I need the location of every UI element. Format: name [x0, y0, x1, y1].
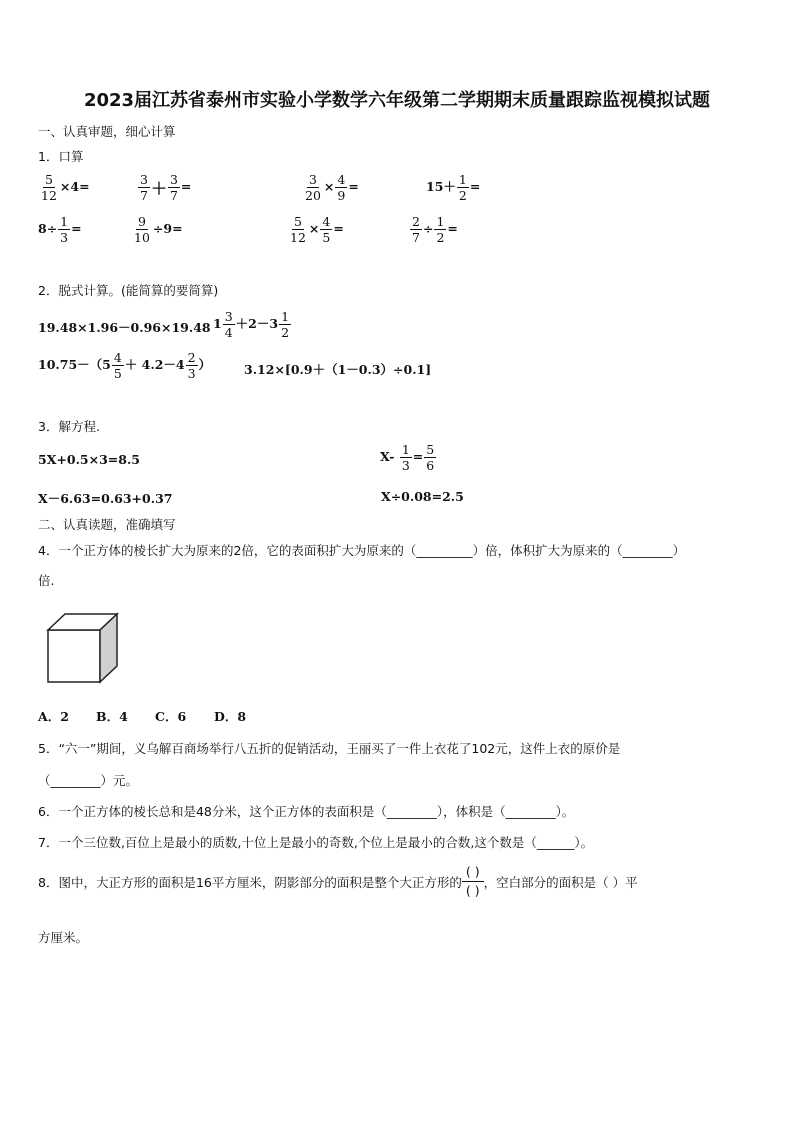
expr-lead: 8÷: [38, 221, 58, 236]
denominator: 7: [169, 188, 178, 203]
denominator: 5: [113, 366, 122, 381]
denominator: 7: [412, 230, 420, 245]
operator: ×: [323, 179, 335, 194]
numerator: 5: [293, 214, 302, 229]
page-title: 2023届江苏省泰州市实验小学数学六年级第二学期期末质量跟踪监视模拟试题: [83, 90, 711, 111]
numerator: 2: [187, 350, 196, 365]
q1-item-1: [38, 172, 90, 203]
denominator: 9: [337, 188, 346, 203]
q1-item-7: [287, 214, 344, 245]
cube-icon: [46, 612, 120, 684]
expr-tail: =: [71, 221, 82, 236]
numerator: 1: [60, 214, 69, 229]
numerator: 3: [169, 172, 178, 187]
q1-label: 1．口算: [38, 149, 84, 164]
denominator-blank: ( ): [465, 883, 480, 898]
q2-expr-1: 19.48×1.96－0.96×19.48: [38, 320, 211, 335]
expr-tail: =: [180, 179, 192, 194]
denominator: 3: [187, 366, 196, 381]
numerator: 3: [224, 309, 233, 324]
expr-tail: =: [348, 179, 359, 194]
operator: ÷: [422, 221, 434, 236]
numerator: 2: [412, 214, 420, 229]
expr-tail: =: [333, 221, 344, 236]
denominator: 3: [60, 230, 69, 245]
denominator: 12: [41, 188, 57, 203]
denominator: 2: [281, 325, 290, 340]
q3-label: 3．解方程.: [38, 419, 100, 434]
numerator: 1: [436, 214, 445, 229]
numerator: 4: [322, 214, 331, 229]
numerator: 5: [426, 442, 435, 457]
expr-tail: ）: [198, 357, 212, 372]
denominator: 3: [401, 458, 410, 473]
q8-text-line-1: [38, 863, 638, 900]
q3-equation-2: [380, 442, 437, 473]
q2-label: 2．脱式计算。(能简算的要简算): [38, 283, 219, 298]
numerator: 3: [308, 172, 317, 187]
expr-mid: ＋ 4.2－4: [124, 357, 185, 372]
expr-mid: ＋2－3: [235, 316, 279, 331]
expr-tail: =: [469, 179, 481, 194]
denominator: 6: [426, 458, 435, 473]
denominator: 7: [140, 188, 148, 203]
denominator: 5: [322, 230, 331, 245]
denominator: 2: [458, 188, 467, 203]
numerator: 1: [401, 442, 410, 457]
operator: ＋: [150, 179, 167, 198]
q3-equation-1: 5X+0.5×3=8.5: [38, 452, 141, 467]
expr-tail: ×4=: [59, 179, 90, 194]
q8-blank-fraction: [462, 863, 484, 900]
q1-item-4: [426, 172, 480, 203]
q4-option-a[interactable]: A．2: [38, 709, 69, 724]
q4-text-line-1: 4．一个正方体的棱长扩大为原来的2倍，它的表面积扩大为原来的（_________）倍，体积扩大为原来的（________）: [38, 543, 686, 558]
expr-tail: ÷9=: [152, 221, 183, 236]
section-2-heading: 二、认真读题，准确填写: [38, 517, 176, 532]
denominator: 2: [436, 230, 445, 245]
q4-option-c[interactable]: C．6: [155, 709, 187, 724]
whole-part: 1: [213, 316, 222, 331]
operator: ×: [308, 221, 320, 236]
numerator-blank: ( ): [462, 863, 484, 882]
q5-text-line-1: 5．“六一”期间，义乌解百商场举行八五折的促销活动，王丽买了一件上衣花了102元，这件上衣的原价是: [38, 741, 621, 756]
denominator: 20: [305, 188, 321, 203]
numerator: 1: [458, 172, 467, 187]
expr-lead: X-: [380, 449, 395, 464]
section-1-heading: 一、认真审题，细心计算: [38, 124, 176, 139]
expr-lead: 15＋: [426, 179, 456, 194]
q1-item-2: [137, 172, 191, 203]
q4-text-line-2: 倍.: [38, 573, 55, 588]
numerator: 1: [281, 309, 290, 324]
denominator: 12: [290, 230, 306, 245]
numerator: 4: [337, 172, 346, 187]
numerator: 5: [44, 172, 53, 187]
expr-tail: =: [447, 221, 458, 236]
expr-mid: =: [412, 449, 424, 464]
q2-expr-2: [213, 309, 292, 340]
numerator: 4: [113, 350, 122, 365]
q7-text: 7．一个三位数,百位上是最小的质数,十位上是最小的奇数,个位上是最小的合数,这个数是（______）。: [38, 835, 594, 850]
q2-expr-4: 3.12×[0.9＋（1－0.3）÷0.1]: [244, 362, 432, 377]
q3-equation-3: X－6.63=0.63+0.37: [38, 491, 173, 506]
q6-text: 6．一个正方体的棱长总和是48分米，这个正方体的表面积是（________），体积是（________）。: [38, 804, 575, 819]
q1-item-8: [409, 214, 458, 245]
q1-item-5: [38, 214, 82, 245]
q4-option-b[interactable]: B．4: [96, 709, 128, 724]
q1-item-6: [131, 214, 183, 245]
q8-lead: 8．图中，大正方形的面积是16平方厘米，阴影部分的面积是整个大正方形的: [38, 874, 462, 890]
expr-lead: 10.75－（5: [38, 357, 111, 372]
q3-equation-4: X÷0.08=2.5: [381, 489, 464, 504]
q8-tail: ，空白部分的面积是（ ）平: [483, 874, 638, 890]
denominator: 4: [224, 325, 233, 340]
q8-text-line-2: 方厘米。: [38, 930, 89, 945]
numerator: 3: [140, 172, 148, 187]
q2-expr-3: [38, 350, 211, 381]
q1-item-3: [302, 172, 359, 203]
q5-text-line-2: （________）元。: [38, 773, 139, 788]
q4-option-d[interactable]: D．8: [214, 709, 247, 724]
denominator: 10: [134, 230, 150, 245]
numerator: 9: [137, 214, 146, 229]
